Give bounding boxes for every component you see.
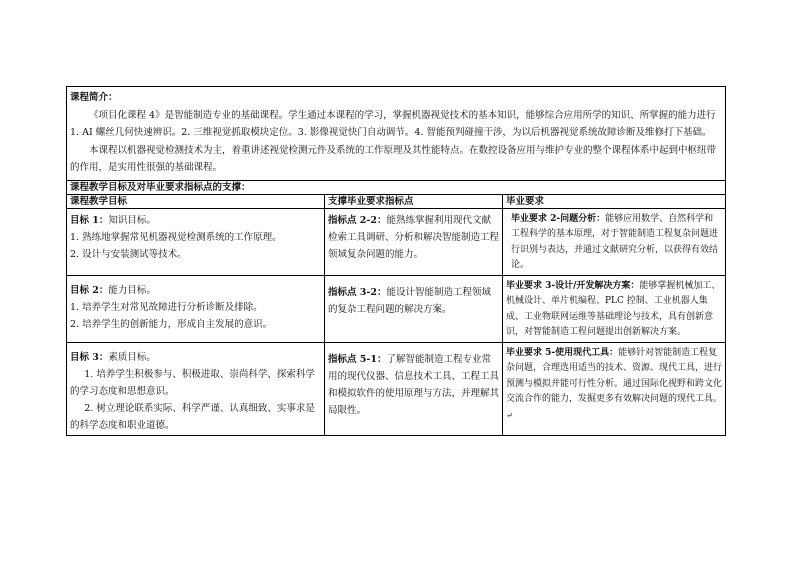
goal-cell: [67, 275, 325, 342]
intro-cell: [67, 87, 726, 181]
section-title-row: [67, 180, 726, 194]
indicator-label: 指标点 3-2：: [328, 286, 387, 298]
goal-cell: [67, 208, 325, 275]
indicator-text: 能熟练掌握利用现代文献检索工具调研、分析和解决智能制造工程领域复杂问题的能力。: [328, 214, 500, 260]
requirement-cell: [503, 275, 726, 342]
column-header-indicator: 支撑毕业要求指标点: [325, 194, 503, 208]
goal-label: 目标 3：: [70, 351, 109, 363]
goal-title: 素质目标。: [108, 351, 156, 363]
requirement-cell: [503, 342, 726, 435]
indicator-cell: [325, 342, 503, 435]
column-header-goal: 课程教学目标: [67, 194, 325, 208]
indicator-label: 指标点 2-2：: [328, 214, 387, 226]
goal-item: 2. 设计与安装测试等技术。: [70, 248, 187, 260]
table-row: [67, 208, 726, 275]
goal-cell: [67, 342, 325, 435]
goal-label: 目标 1：: [70, 214, 109, 226]
requirement-label: 毕业要求 2-问题分析：: [511, 213, 606, 224]
section-title: 课程教学目标及对毕业要求指标点的支撑：: [67, 180, 726, 194]
indicator-cell: [325, 275, 503, 342]
goal-title: 知识目标。: [108, 214, 156, 226]
goal-label: 目标 2：: [70, 284, 109, 296]
intro-paragraph-2: 本课程以机器视觉检测技术为主，着重讲述视觉检测元件及系统的工作原理及其性能特点。在数控设备应用与维护专业的整个课程体系中起到中枢纽带的作用，是实用性很强的基础课程。: [70, 144, 717, 173]
table-row: [67, 342, 726, 435]
goal-item: 2. 培养学生的创新能力，形成自主发展的意识。: [70, 318, 273, 330]
intro-row: [67, 87, 726, 181]
goal-item: 1. 培养学生对常见故障进行分析诊断及排除。: [70, 301, 263, 313]
requirement-cell: [503, 208, 726, 275]
goal-item: 2. 树立理论联系实际、科学严谨、认真细致、实事求是的科学态度和职业道德。: [70, 402, 315, 431]
column-header-requirement: 毕业要求: [503, 194, 726, 208]
course-table: [66, 86, 726, 436]
indicator-label: 指标点 5-1：: [328, 353, 387, 365]
paragraph-mark: ↵: [506, 410, 513, 420]
indicator-text: 了解智能制造工程专业常用的现代仪器、信息技术工具、工程工具和模拟软件的使用原理与方法，并理解其局限性。: [328, 353, 500, 416]
goal-item: 1. 培养学生积极参与、积极进取、崇尚科学、探索科学的学习态度和思想意识。: [70, 368, 315, 397]
document: [66, 86, 725, 436]
table-row: [67, 275, 726, 342]
indicator-text: 能设计智能制造工程领域的复杂工程问题的解决方案。: [328, 286, 491, 315]
requirement-text: 能够应用数学、自然科学和工程科学的基本原理，对于智能制造工程复杂问题进行识别与表达，并通过文献研究分析，以获得有效结论。: [511, 213, 719, 270]
indicator-cell: [325, 208, 503, 275]
goal-title: 能力目标。: [108, 284, 156, 296]
goal-item: 1. 熟练地掌握常见机器视觉检测系统的工作原理。: [70, 231, 282, 243]
column-header-row: [67, 194, 726, 208]
intro-paragraph-1: 《项目化课程 4》是智能制造专业的基础课程。学生通过本课程的学习，掌握机器视觉技术的基本知识，能够综合应用所学的知识、所掌握的能力进行 1. AI 螺丝几何快速辨识。2. 三维视觉抓取模块定位。3. 影像视觉快门自动调节。4. 智能预判碰撞干涉，为以后机器视觉系统故障诊断及维修打下基础。: [70, 109, 716, 138]
intro-heading: 课程简介：: [70, 92, 118, 103]
requirement-label: 毕业要求 5-使用现代工具：: [506, 347, 619, 358]
requirement-text: 能够掌握机械加工、机械设计、单片机编程、PLC 控制、工业机器人集成、工业物联网运维等基础理论与技术，具有创新意识，对智能制造工程问题提出创新解决方案。: [506, 280, 721, 337]
requirement-label: 毕业要求 3-设计/开发解决方案：: [506, 280, 640, 291]
requirement-text: 能够针对智能制造工程复杂问题，合理选用适当的技术、资源、现代工具，进行预测与模拟并能可行性分析。通过国际化视野和跨文化交流合作的能力，发掘更多有效解决问题的现代工具。: [506, 347, 723, 404]
